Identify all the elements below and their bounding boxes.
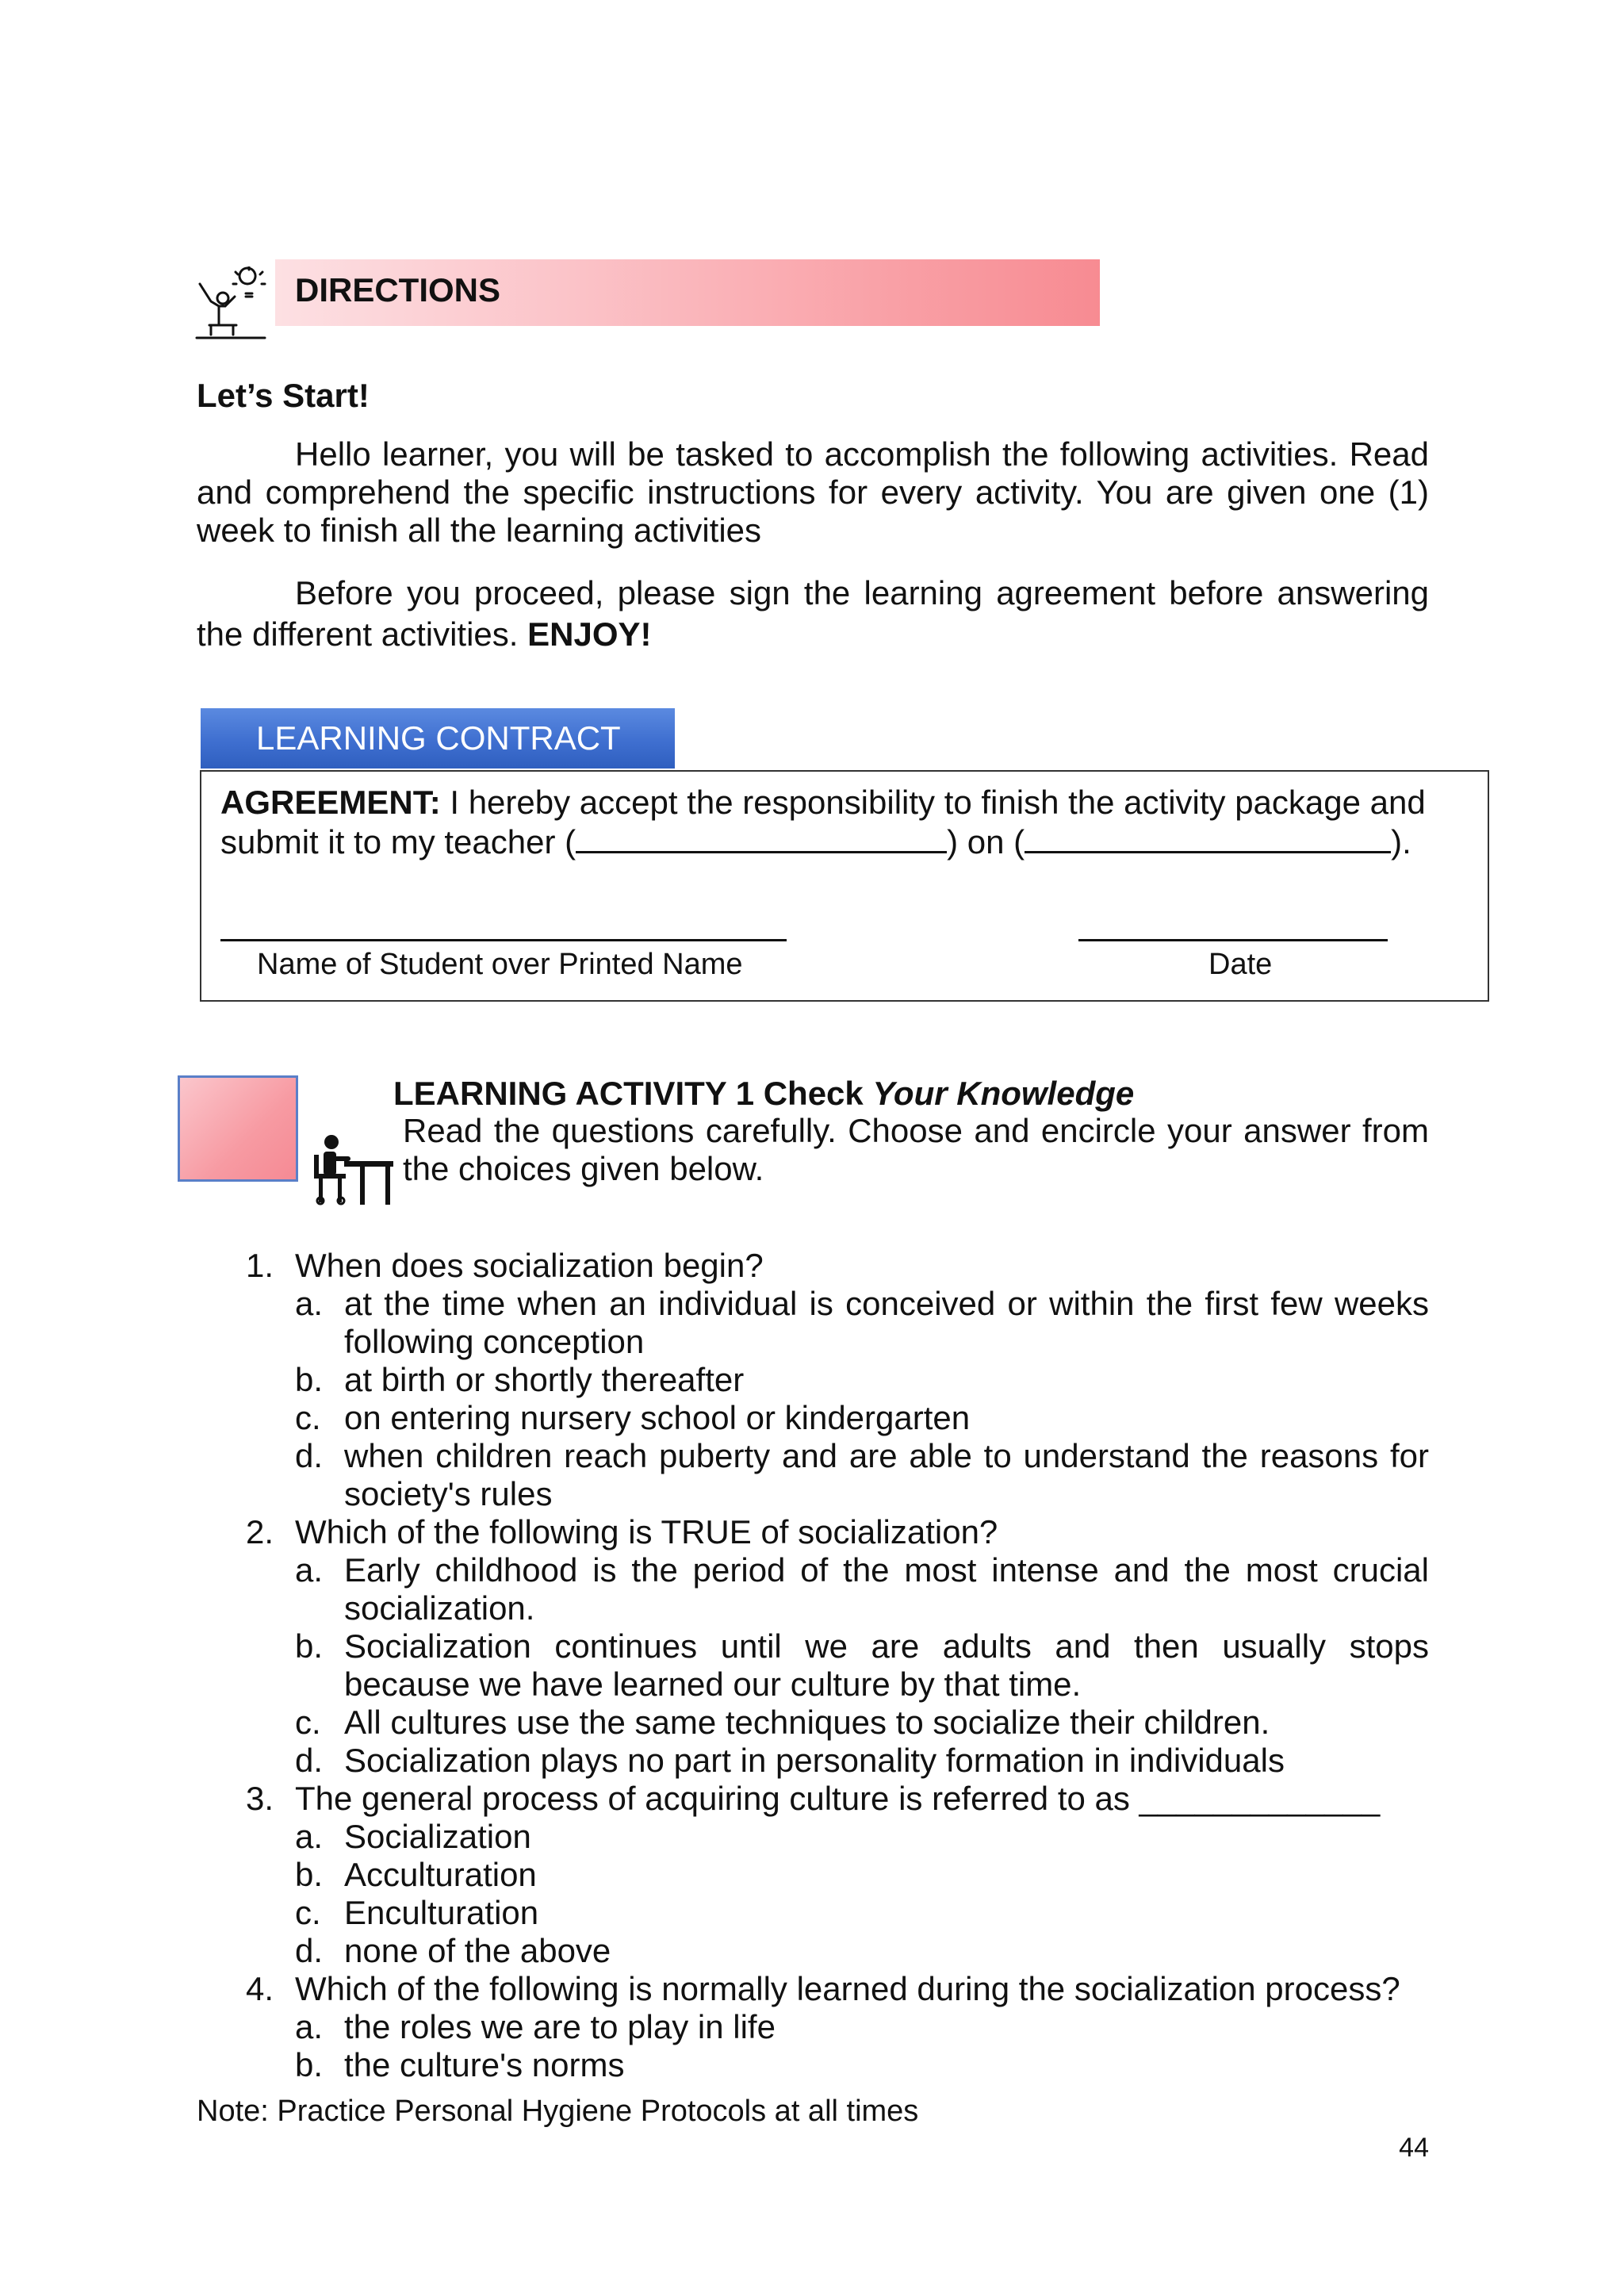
agreement-end: ). <box>1391 823 1411 861</box>
choice-letter: c. <box>295 1704 321 1741</box>
agreement-label: AGREEMENT: <box>220 784 441 821</box>
activity1-instructions: Read the questions carefully. Choose and encircle your answer from the choices given below. <box>403 1112 1429 1187</box>
answer-choice[interactable] <box>197 1551 1429 1627</box>
agreement-statement <box>220 783 1457 862</box>
choice-text: the culture's norms <box>344 2046 625 2083</box>
choice-letter: a. <box>295 1551 324 1589</box>
answer-choice[interactable] <box>197 1894 1429 1932</box>
answer-choice[interactable] <box>197 1856 1429 1894</box>
answer-choice[interactable] <box>197 1285 1429 1361</box>
student-signature-line[interactable] <box>220 939 787 941</box>
lets-start-heading: Let’s Start! <box>197 377 370 414</box>
choice-letter: a. <box>295 1818 324 1855</box>
question-text: Which of the following is normally learned during the socialization process? <box>295 1970 1400 2007</box>
question-item <box>197 1513 1429 1551</box>
choice-letter: d. <box>295 1437 324 1474</box>
question-text: The general process of acquiring culture is referred to as _____________ <box>295 1780 1381 1817</box>
activity1-title-bold: LEARNING ACTIVITY 1 Check <box>393 1075 873 1112</box>
hygiene-note: Note: Practice Personal Hygiene Protocols at all times <box>197 2095 919 2128</box>
directions-title: DIRECTIONS <box>295 271 501 309</box>
intro-paragraph: Hello learner, you will be tasked to accomplish the following activities. Read and comprehend the specific instructions for every activity. You are given one (1) week to finish all the learning activities <box>197 435 1429 549</box>
answer-choice[interactable] <box>197 1437 1429 1513</box>
choice-text: when children reach puberty and are able to understand the reasons for society's rules <box>344 1437 1429 1512</box>
activity1-title-italic: Your Knowledge <box>872 1075 1135 1112</box>
choice-text: at birth or shortly thereafter <box>344 1361 745 1398</box>
choice-text: Enculturation <box>344 1894 539 1931</box>
question-item <box>197 1780 1429 1818</box>
question-item <box>197 1247 1429 1285</box>
choice-letter: b. <box>295 2046 324 2083</box>
learning-contract-box <box>200 770 1489 1002</box>
teacher-name-blank[interactable] <box>576 822 947 853</box>
choice-text: the roles we are to play in life <box>344 2008 776 2045</box>
choice-text: on entering nursery school or kindergarten <box>344 1399 971 1436</box>
activity1-title <box>393 1075 1134 1113</box>
student-at-desk-icon <box>314 1133 393 1205</box>
agreement-instruction-text: Before you proceed, please sign the learning agreement before answering the different activities. <box>197 574 1429 653</box>
choice-letter: b. <box>295 1856 324 1893</box>
answer-choice[interactable] <box>197 1742 1429 1780</box>
choice-letter: d. <box>295 1932 324 1969</box>
activity-marker-square <box>178 1075 298 1182</box>
answer-choice[interactable] <box>197 1932 1429 1970</box>
question-text: Which of the following is TRUE of socialization? <box>295 1513 998 1550</box>
choice-text: at the time when an individual is conceived or within the first few weeks following conception <box>344 1285 1429 1360</box>
date-caption: Date <box>1208 948 1273 981</box>
enjoy-emphasis: ENJOY! <box>527 615 652 653</box>
choice-letter: a. <box>295 1285 324 1322</box>
question-item <box>197 1970 1429 2008</box>
question-number: 2. <box>246 1513 274 1550</box>
choice-text: none of the above <box>344 1932 611 1969</box>
agreement-instruction-paragraph <box>197 573 1429 655</box>
question-list <box>197 1247 1429 2084</box>
choice-text: Socialization <box>344 1818 531 1855</box>
date-signature-line[interactable] <box>1078 939 1388 941</box>
page-number: 44 <box>1399 2133 1429 2163</box>
answer-choice[interactable] <box>197 1361 1429 1399</box>
answer-choice[interactable] <box>197 1818 1429 1856</box>
choice-letter: c. <box>295 1894 321 1931</box>
choice-text: Socialization continues until we are adults and then usually stops because we have learned our culture by that time. <box>344 1627 1429 1703</box>
choice-letter: c. <box>295 1399 321 1436</box>
question-number: 1. <box>246 1247 274 1284</box>
answer-choice[interactable] <box>197 2008 1429 2046</box>
student-name-caption: Name of Student over Printed Name <box>257 948 743 981</box>
agreement-mid: ) on ( <box>947 823 1025 861</box>
choice-letter: d. <box>295 1742 324 1779</box>
question-number: 4. <box>246 1970 274 2007</box>
answer-choice[interactable] <box>197 1704 1429 1742</box>
choice-letter: b. <box>295 1627 324 1665</box>
presenter-idea-icon <box>195 266 266 339</box>
question-text: When does socialization begin? <box>295 1247 764 1284</box>
question-number: 3. <box>246 1780 274 1817</box>
submission-date-blank[interactable] <box>1025 822 1391 853</box>
agreement-text: I hereby accept the responsibility to finish the activity package and submit it to my teacher ( <box>220 784 1426 861</box>
choice-text: Socialization plays no part in personality formation in individuals <box>344 1742 1285 1779</box>
choice-letter: b. <box>295 1361 324 1398</box>
learning-contract-tab <box>201 708 675 769</box>
answer-choice[interactable] <box>197 1627 1429 1704</box>
choice-text: Early childhood is the period of the most intense and the most crucial socialization. <box>344 1551 1429 1627</box>
choice-text: Acculturation <box>344 1856 537 1893</box>
choice-letter: a. <box>295 2008 324 2045</box>
answer-choice[interactable] <box>197 1399 1429 1437</box>
learning-contract-label: LEARNING CONTRACT <box>256 719 621 757</box>
choice-text: All cultures use the same techniques to socialize their children. <box>344 1704 1270 1741</box>
answer-choice[interactable] <box>197 2046 1429 2084</box>
